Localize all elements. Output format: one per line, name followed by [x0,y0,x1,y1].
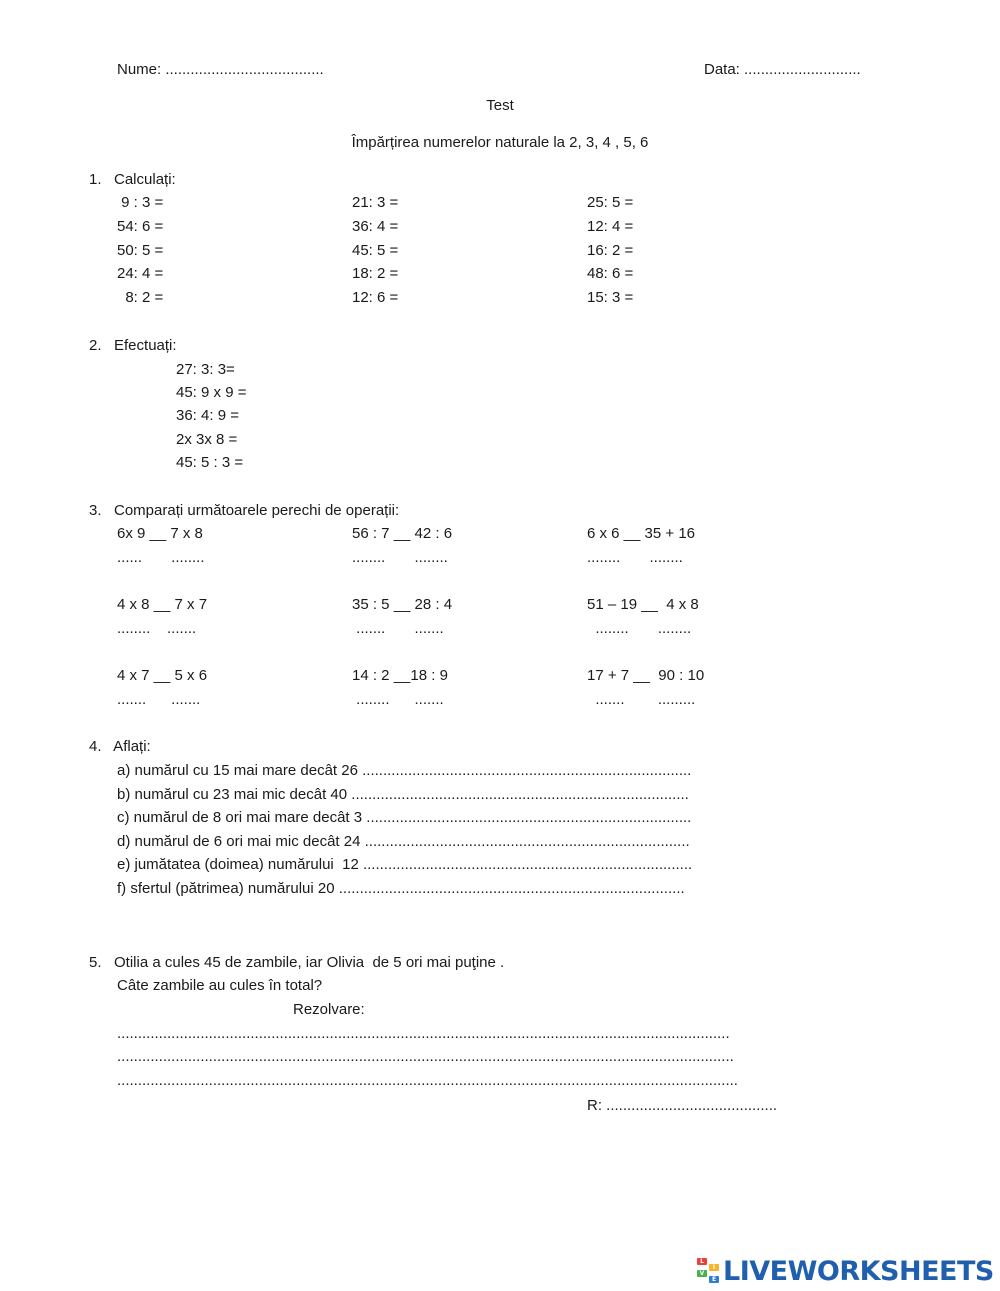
logo-block: E [709,1276,719,1283]
exercise-4-item: e) jumătatea (doimea) numărului 12 ............................................................................... [117,856,693,873]
exercise-5-question: Câte zambile au cules în total? [117,977,323,994]
comparison-item: 35 : 5 __ 28 : 4 [352,596,453,613]
comparison-item: 17 + 7 __ 90 : 10 [587,667,705,684]
exercise-2-item: 45: 9 x 9 = [176,384,247,401]
exercise-1-item: 18: 2 = [352,265,399,282]
solution-line: ..................................................................................................................................................... [117,1072,738,1089]
comparison-answer-line: ........ ........ [587,620,692,637]
logo-block: V [697,1270,707,1277]
exercise-1-item: 8: 2 = [117,289,164,306]
solution-line: .................................................................................................................................................... [117,1048,734,1065]
exercise-3-heading: 3. Comparați următoarele perechi de operații: [89,502,400,519]
rezolvare-label: Rezolvare: [293,1001,365,1018]
exercise-4-item: a) numărul cu 15 mai mare decât 26 ............................................................................... [117,762,692,779]
exercise-4-item: f) sfertul (pătrimea) numărului 20 ................................................................................... [117,880,685,897]
exercise-1-item: 16: 2 = [587,242,634,259]
exercise-1-item: 12: 6 = [352,289,399,306]
exercise-1-item: 12: 4 = [587,218,634,235]
comparison-answer-line: ....... ....... [352,620,444,637]
comparison-answer-line: ........ ........ [352,549,448,566]
comparison-item: 51 – 19 __ 4 x 8 [587,596,699,613]
comparison-item: 6 x 6 __ 35 + 16 [587,525,696,542]
exercise-2-heading: 2. Efectuați: [89,337,177,354]
page-subtitle: Împărțirea numerelor naturale la 2, 3, 4 , 5, 6 [351,134,649,151]
answer-line: R: ......................................... [587,1097,778,1114]
exercise-2-item: 2x 3x 8 = [176,431,238,448]
exercise-1-item: 54: 6 = [117,218,164,235]
comparison-answer-line: ........ ........ [587,549,683,566]
exercise-4-heading: 4. Aflați: [89,738,151,755]
exercise-1-item: 48: 6 = [587,265,634,282]
comparison-item: 14 : 2 __18 : 9 [352,667,448,684]
comparison-item: 56 : 7 __ 42 : 6 [352,525,453,542]
exercise-1-item: 24: 4 = [117,265,164,282]
exercise-1-item: 9 : 3 = [117,194,164,211]
page-title: Test [486,97,514,114]
solution-line: ................................................................................................................................................... [117,1025,730,1042]
exercise-1-heading: 1. Calculați: [89,171,176,188]
logo-block: I [709,1264,719,1271]
comparison-item: 4 x 8 __ 7 x 7 [117,596,208,613]
date-field: Data: ............................ [704,61,861,78]
exercise-2-item: 27: 3: 3= [176,361,235,378]
comparison-answer-line: ....... ......... [587,691,696,708]
exercise-5-problem: 5. Otilia a cules 45 de zambile, iar Olivia de 5 ori mai puţine . [89,954,505,971]
comparison-answer-line: ........ ....... [117,620,197,637]
exercise-2-item: 36: 4: 9 = [176,407,239,424]
exercise-4-item: b) numărul cu 23 mai mic decât 40 ................................................................................. [117,786,689,803]
exercise-1-item: 21: 3 = [352,194,399,211]
logo-text: LIVEWORKSHEETS [723,1255,994,1287]
exercise-4-item: c) numărul de 8 ori mai mare decât 3 .............................................................................. [117,809,692,826]
exercise-1-item: 25: 5 = [587,194,634,211]
exercise-1-item: 15: 3 = [587,289,634,306]
comparison-item: 4 x 7 __ 5 x 6 [117,667,208,684]
comparison-answer-line: ....... ....... [117,691,201,708]
liveworksheets-logo [697,1256,994,1286]
logo-blocks-icon [697,1258,721,1284]
comparison-answer-line: ...... ........ [117,549,205,566]
exercise-4-item: d) numărul de 6 ori mai mic decât 24 .............................................................................. [117,833,690,850]
exercise-1-item: 45: 5 = [352,242,399,259]
logo-block: L [697,1258,707,1265]
comparison-answer-line: ........ ....... [352,691,444,708]
name-field: Nume: ...................................... [117,61,324,78]
exercise-2-item: 45: 5 : 3 = [176,454,244,471]
exercise-1-item: 50: 5 = [117,242,164,259]
comparison-item: 6x 9 __ 7 x 8 [117,525,203,542]
exercise-1-item: 36: 4 = [352,218,399,235]
